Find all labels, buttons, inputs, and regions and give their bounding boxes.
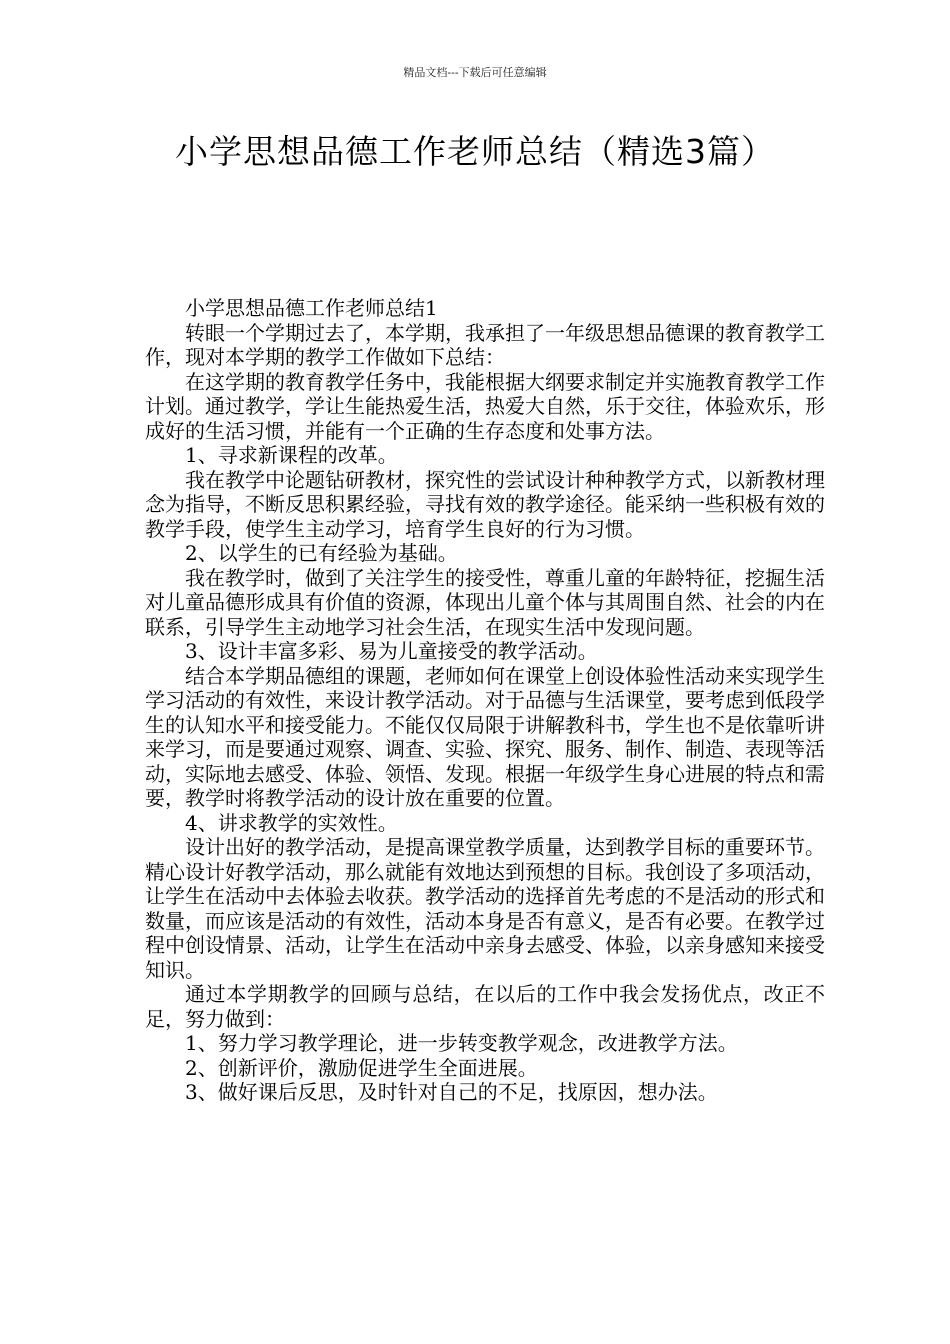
numbered-heading: 2、以学生的已有经验为基础。 <box>185 541 458 565</box>
body-paragraph: 设计出好的教学活动，是提高课堂教学质量，达到教学目标的重要环节。精心设计好教学活动，那么就能有效地达到预想的目标。我创设了多项活动，让学生在活动中去体验去收获。教学活动的选择首先考虑的不是活动的形式和数量，而应该是活动的有效性，活动本身是否有意义，是否有必要。在教学过程中创设情景、活动，让学生在活动中亲身去感受、体验，以亲身感知来接受知识。 <box>145 835 825 982</box>
body-paragraph: 在这学期的教育教学任务中，我能根据大纲要求制定并实施教育教学工作计划。通过教学，学让生能热爱生活，热爱大自然，乐于交往，体验欢乐，形成好的生活习惯，并能有一个正确的生存态度和处事方法。 <box>145 369 825 443</box>
numbered-heading: 4、讲求教学的实效性。 <box>185 810 398 835</box>
list-item: 2、创新评价，激励促进学生全面进展。 <box>185 1055 538 1080</box>
body-paragraph: 我在教学中论题钻研教材，探究性的尝试设计种种教学方式，以新教材理念为指导，不断反思积累经验，寻找有效的教学途径。能采纳一些积极有效的教学手段，使学生主动学习，培育学生良好的行为习惯。 <box>145 467 825 541</box>
section-heading: 小学思想品德工作老师总结1 <box>185 296 438 320</box>
body-paragraph: 通过本学期教学的回顾与总结，在以后的工作中我会发扬优点，改正不足，努力做到： <box>145 982 825 1031</box>
body-paragraph: 转眼一个学期过去了，本学期，我承担了一年级思想品德课的教育教学工作，现对本学期的教学工作做如下总结： <box>145 320 825 369</box>
body-paragraph: 我在教学时，做到了关注学生的接受性，尊重儿童的年龄特征，挖掘生活对儿童品德形成具有价值的资源，体现出儿童个体与其周围自然、社会的内在联系，引导学生主动地学习社会生活，在现实生活中发现问题。 <box>145 565 825 639</box>
document-body <box>145 296 825 1105</box>
body-paragraph: 结合本学期品德组的课题，老师如何在课堂上创设体验性活动来实现学生学习活动的有效性，来设计教学活动。对于品德与生活课堂，要考虑到低段学生的认知水平和接受能力。不能仅仅局限于讲解教科书，学生也不是依靠听讲来学习，而是要通过观察、调查、实验、探究、服务、制作、制造、表现等活动，实际地去感受、体验、领悟、发现。根据一年级学生身心进展的特点和需要，教学时将教学活动的设计放在重要的位置。 <box>145 663 825 810</box>
numbered-heading: 3、设计丰富多彩、易为儿童接受的教学活动。 <box>185 639 598 663</box>
document-title: 小学思想品德工作老师总结（精选3篇） <box>175 132 775 171</box>
page-header-note: 精品文档---下载后可任意编辑 <box>403 66 547 79</box>
numbered-heading: 1、寻求新课程的改革。 <box>185 443 398 467</box>
list-item: 1、努力学习教学理论，进一步转变教学观念，改进教学方法。 <box>185 1031 738 1055</box>
list-item: 3、做好课后反思，及时针对自己的不足，找原因，想办法。 <box>185 1080 718 1104</box>
